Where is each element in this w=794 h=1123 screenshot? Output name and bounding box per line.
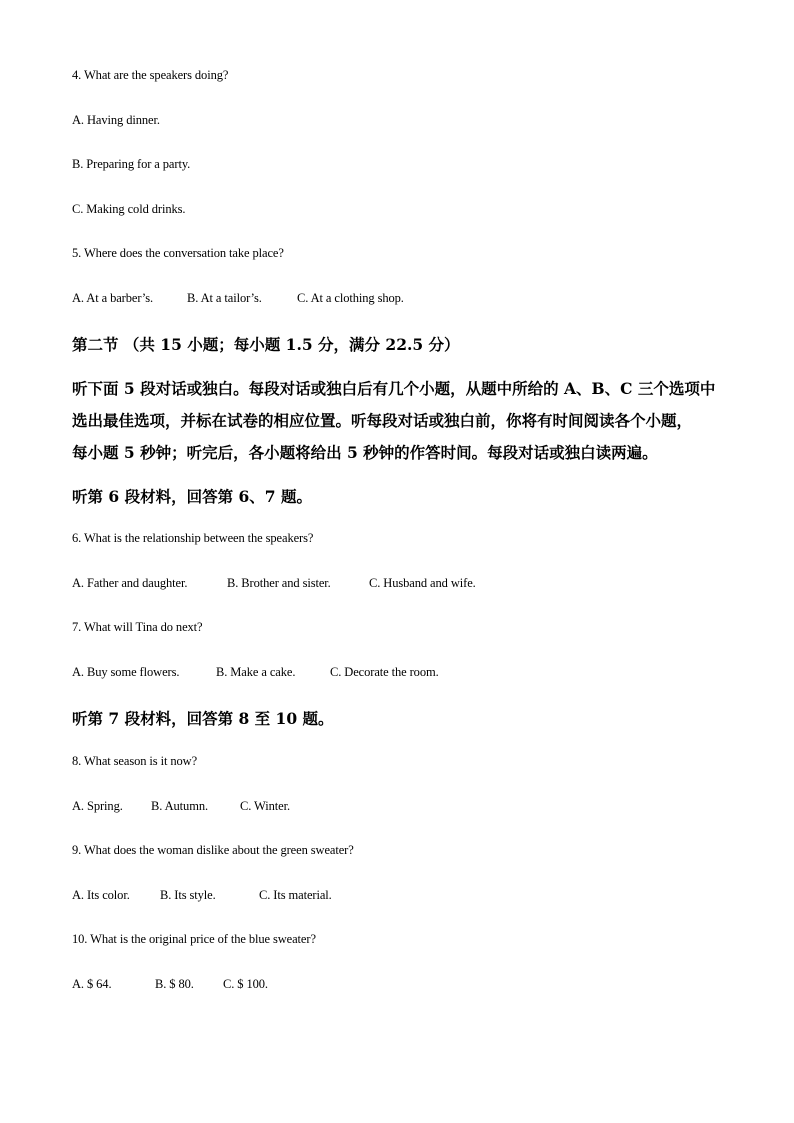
question-10-option-b: B. $ 80. — [155, 977, 194, 991]
question-4: 4. What are the speakers doing? — [72, 68, 229, 82]
question-4-option-c: C. Making cold drinks. — [72, 202, 186, 216]
instructions-line-3: 每小题 5 秒钟；听完后，各小题将给出 5 秒钟的作答时间。每段对话或独白读两遍。 — [72, 443, 658, 462]
question-8-option-a: A. Spring. — [72, 799, 123, 813]
question-6-options — [72, 576, 476, 591]
question-10-options — [72, 977, 268, 992]
question-5-options — [72, 291, 404, 306]
question-6-option-c: C. Husband and wife. — [369, 576, 476, 590]
question-10-option-a: A. $ 64. — [72, 977, 112, 991]
question-4-option-a: A. Having dinner. — [72, 113, 160, 127]
section-2-instructions — [72, 373, 732, 469]
question-5-option-b: B. At a tailor’s. — [187, 291, 262, 305]
section-2-heading: 第二节 （共 15 小题；每小题 1.5 分，满分 22.5 分） — [72, 335, 460, 354]
question-10-option-c: C. $ 100. — [223, 977, 268, 991]
question-6-option-a: A. Father and daughter. — [72, 576, 188, 590]
question-8: 8. What season is it now? — [72, 754, 198, 768]
question-4-option-b: B. Preparing for a party. — [72, 157, 191, 171]
question-7-options — [72, 665, 439, 680]
question-7-option-c: C. Decorate the room. — [330, 665, 439, 679]
question-9-option-c: C. Its material. — [259, 888, 332, 902]
material-7-heading: 听第 7 段材料，回答第 8 至 10 题。 — [72, 709, 334, 728]
question-7: 7. What will Tina do next? — [72, 620, 203, 634]
question-5-option-a: A. At a barber’s. — [72, 291, 154, 305]
question-8-option-b: B. Autumn. — [151, 799, 208, 813]
question-7-option-b: B. Make a cake. — [216, 665, 296, 679]
instructions-line-1: 听下面 5 段对话或独白。每段对话或独白后有几个小题，从题中所给的 A、B、C 三个选项中 — [72, 379, 716, 398]
question-5-option-c: C. At a clothing shop. — [297, 291, 404, 305]
question-10: 10. What is the original price of the blue sweater? — [72, 932, 316, 946]
question-8-option-c: C. Winter. — [240, 799, 291, 813]
question-8-options — [72, 799, 290, 814]
question-9: 9. What does the woman dislike about the green sweater? — [72, 843, 354, 857]
material-6-heading: 听第 6 段材料，回答第 6、7 题。 — [72, 487, 312, 506]
question-6-option-b: B. Brother and sister. — [227, 576, 331, 590]
question-9-option-b: B. Its style. — [160, 888, 216, 902]
question-7-option-a: A. Buy some flowers. — [72, 665, 180, 679]
question-6: 6. What is the relationship between the speakers? — [72, 531, 314, 545]
question-5: 5. Where does the conversation take place? — [72, 246, 284, 260]
instructions-line-2: 选出最佳选项，并标在试卷的相应位置。听每段对话或独白前，你将有时间阅读各个小题， — [72, 411, 693, 430]
question-9-options — [72, 888, 332, 903]
question-9-option-a: A. Its color. — [72, 888, 130, 902]
